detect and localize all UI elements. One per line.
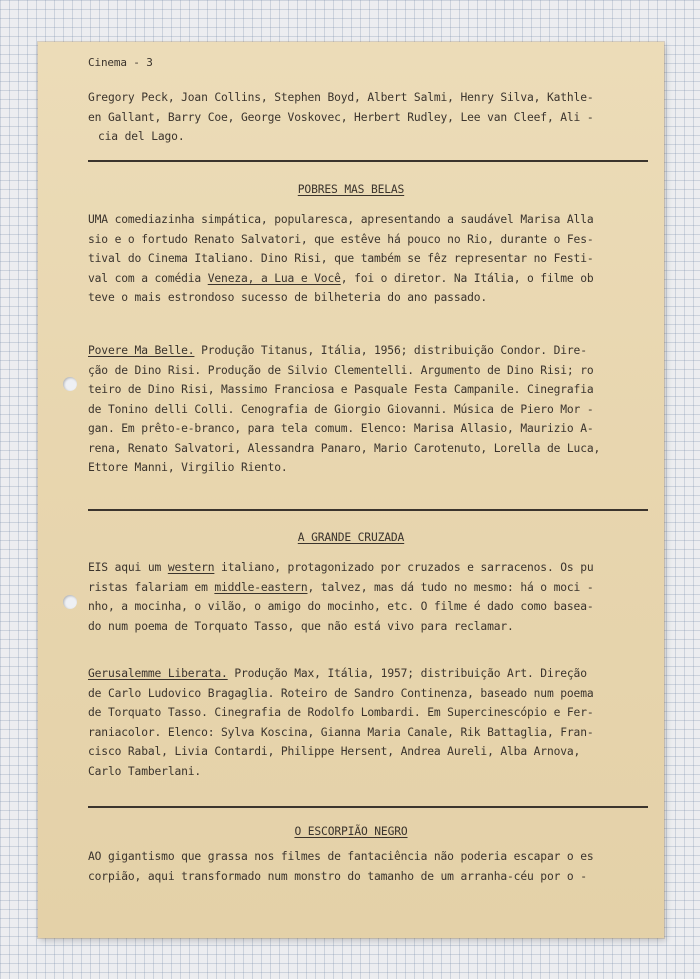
text-line: Carlo Tamberlani.	[88, 764, 202, 778]
punch-hole-upper	[63, 377, 77, 391]
text-line: tival do Cinema Italiano. Dino Risi, que também se fêz representar no Festi-	[88, 252, 594, 265]
text-line: raniacolor. Elenco: Sylva Koscina, Gianna Maria Canale, Rik Battaglia, Fran-	[88, 725, 594, 739]
text-line: ção de Dino Risi. Produção de Silvio Clementelli. Argumento de Dino Risi; ro	[88, 363, 594, 377]
text-line: UMA comediazinha simpática, popularesca, apresentando a saudável Marisa Alla	[88, 213, 594, 226]
section-title: A GRANDE CRUZADA	[297, 531, 405, 544]
text-line: de Carlo Ludovico Bragaglia. Roteiro de Sandro Continenza, baseado num poema	[88, 686, 594, 700]
text-line: do num poema de Torquato Tasso, que não está vivo para reclamar.	[88, 619, 514, 633]
film-credits	[88, 664, 648, 781]
text-line: rena, Renato Salvatori, Alessandra Panaro, Mario Carotenuto, Lorella de Luca,	[88, 441, 601, 455]
text-line: Gerusalemme Liberata. Produção Max, Itália, 1957; distribuição Art. Direção	[88, 667, 587, 680]
review-text	[88, 210, 648, 308]
text-line: cisco Rabal, Livia Contardi, Philippe Hersent, Andrea Aureli, Alba Arnova,	[88, 745, 581, 758]
review-text	[88, 847, 648, 886]
section-divider	[88, 806, 648, 808]
section-divider	[88, 509, 648, 511]
text-line: de Torquato Tasso. Cinegrafia de Rodolfo Lombardi. Em Supercinescópio e Fer-	[88, 706, 594, 719]
text-line: AO gigantismo que grassa nos filmes de fantaciência não poderia escapar o es	[88, 850, 594, 863]
text-line: teve o mais estrondoso sucesso de bilheteria do ano passado.	[88, 291, 488, 304]
text-line: sio e o fortudo Renato Salvatori, que estêve há pouco no Rio, durante o Fes-	[88, 232, 594, 246]
text-line: corpião, aqui transformado num monstro do tamanho de um arranha-céu por o -	[88, 869, 587, 883]
text-line: gan. Em prêto-e-branco, para tela comum. Elenco: Marisa Allasio, Maurizio A-	[88, 422, 594, 435]
text-line: EIS aqui um western italiano, protagonizado por cruzados e sarracenos. Os pu	[88, 561, 594, 574]
section-title: POBRES MAS BELAS	[297, 183, 405, 196]
text-line: de Tonino delli Colli. Cenografia de Giorgio Giovanni. Música de Piero Mor -	[88, 402, 594, 416]
text-line: Gregory Peck, Joan Collins, Stephen Boyd, Albert Salmi, Henry Silva, Kathle-	[88, 91, 594, 104]
text-line: Povere Ma Belle. Produção Titanus, Itália, 1956; distribuição Condor. Dire-	[88, 344, 587, 357]
cast-continuation	[88, 88, 648, 147]
text-line: teiro de Dino Risi, Massimo Franciosa e Pasquale Festa Campanile. Cinegrafia	[88, 383, 594, 396]
punch-hole-lower	[63, 595, 77, 609]
film-credits	[88, 341, 648, 478]
text-line: en Gallant, Barry Coe, George Voskovec, Herbert Rudley, Lee van Cleef, Ali -	[88, 110, 594, 124]
text-line: nho, a mocinha, o vilão, o amigo do mocinho, etc. O filme é dado como basea-	[88, 600, 594, 613]
section-divider	[88, 160, 648, 162]
text-line: ristas falariam em middle-eastern, talvez, mas dá tudo no mesmo: há o moci -	[88, 580, 594, 594]
text-line: val com a comédia Veneza, a Lua e Você, foi o diretor. Na Itália, o filme ob	[88, 271, 594, 285]
page-header: Cinema - 3	[88, 56, 153, 69]
text-line: Ettore Manni, Virgilio Riento.	[88, 461, 288, 474]
text-line: cia del Lago.	[98, 130, 185, 143]
section-title: O ESCORPIÃO NEGRO	[294, 825, 408, 838]
review-text	[88, 558, 648, 636]
typewritten-page	[38, 42, 664, 938]
